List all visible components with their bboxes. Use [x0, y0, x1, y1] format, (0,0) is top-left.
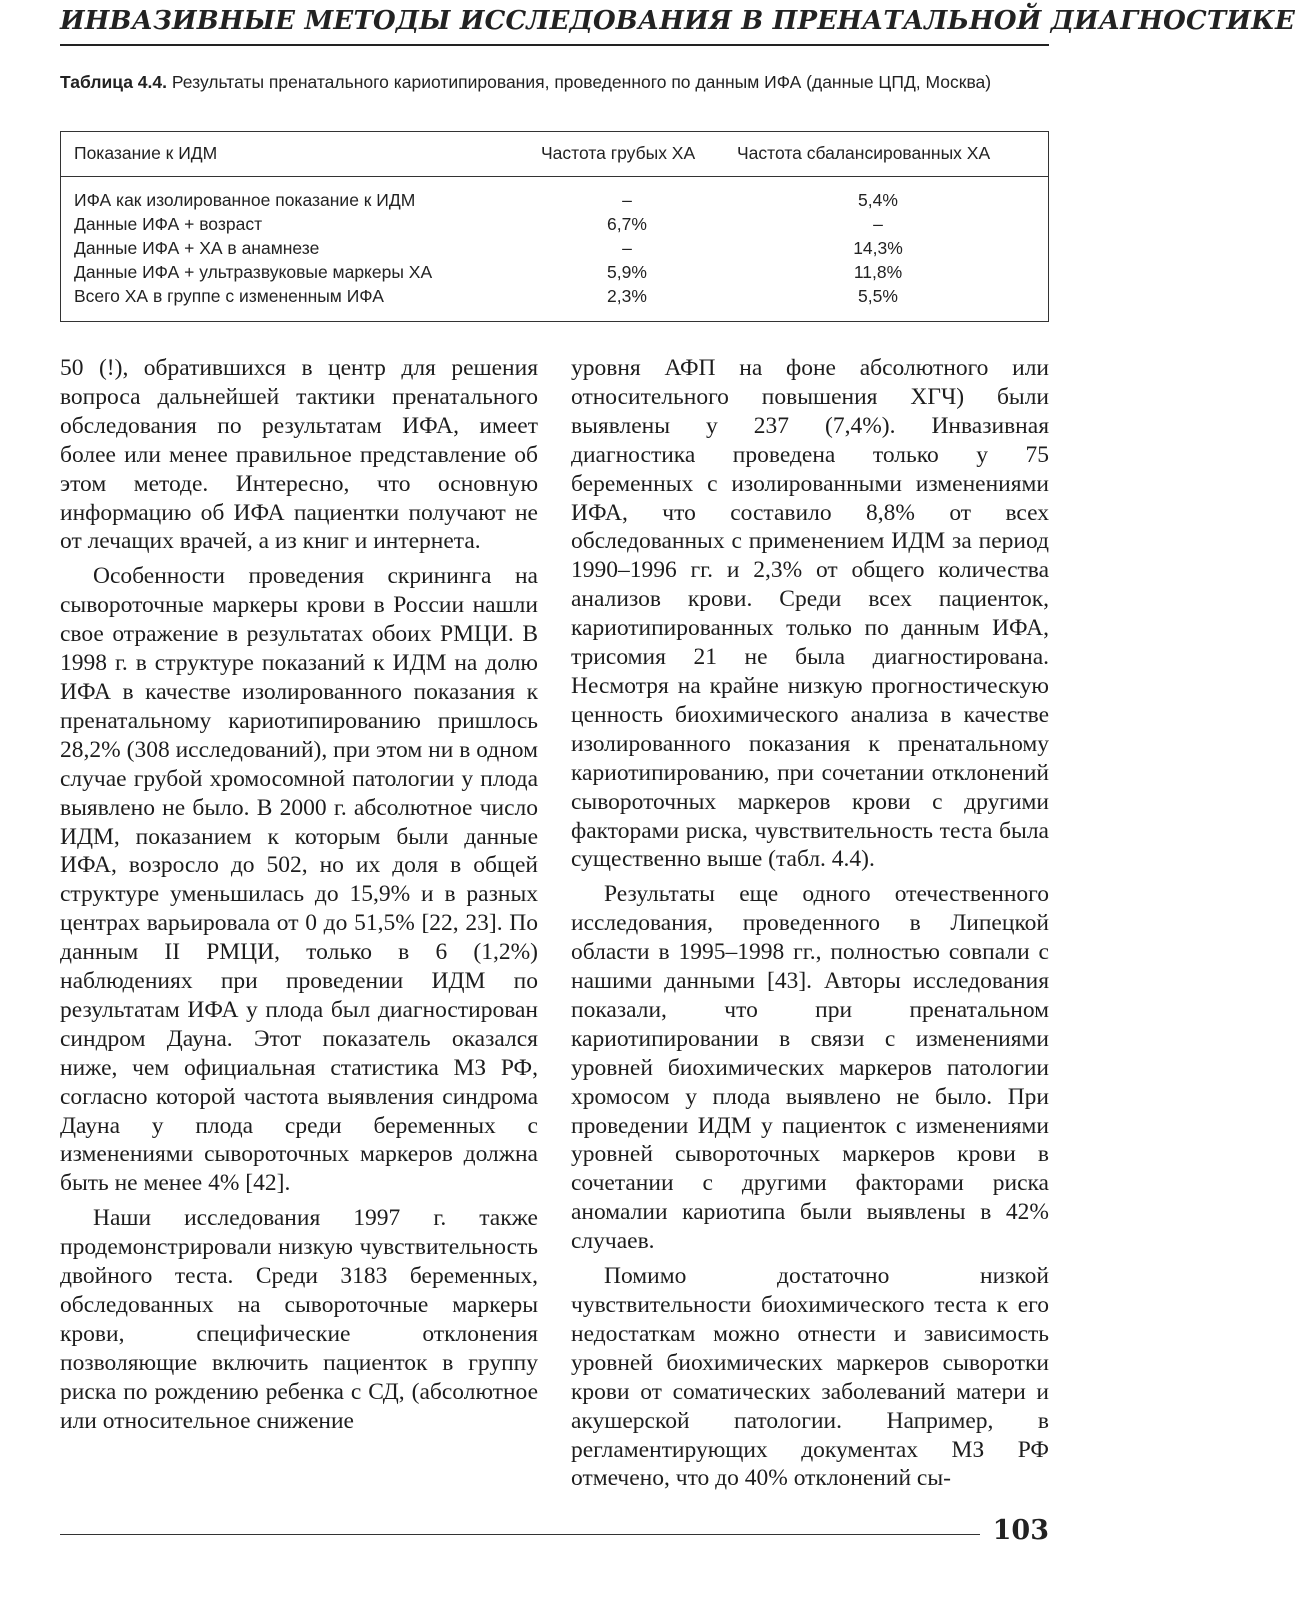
paragraph: Наши исследования 1997 г. также продемонстрировали низкую чувствительность двойного теста. Среди 3183 беременных, обследованных на сывороточные маркеры крови, специфические отклонения позволяющие включить пациенток в группу риска по рождению ребенка с СД, (абсолютное или относительное снижение: [60, 1205, 538, 1434]
table-row-3-gross: –: [622, 238, 632, 258]
paragraph: уровня АФП на фоне абсолютного или относительного повышения ХГЧ) были выявлены у 237 (7,4%). Инвазивная диагностика проведена только у 75 беременных с изолированными изменениями ИФА, что составило 8,8% от всех обследованных с применением ИДМ за период 1990–1996 гг. и 2,3% от общего количества анализов крови. Среди всех пациенток, кариотипированных только по данным ИФА, трисомия 21 не была диагностирована. Несмотря на крайне низкую прогностическую ценность биохимического анализа в качестве изолированного показания к пренатальному кариотипированию, при сочетании отклонений сывороточных маркеров крови с другими факторами риска, чувствительность теста была существенно выше (табл. 4.4).: [571, 355, 1049, 873]
header-rule: [60, 44, 1049, 46]
paragraph: Результаты еще одного отечественного исследования, проведенного в Липецкой области в 1995–1998 гг., полностью совпали с нашими данными [43]. Авторы исследования показали, что при пренатальном кариотипировании в связи с изменениями уровней биохимических маркеров патологии хромосом у плода выявлено не было. При проведении ИДМ у пациенток с изменениями уровней сывороточных маркеров крови в сочетании с другими факторами риска аномалии кариотипа были выявлены в 42% случаев.: [571, 881, 1049, 1255]
table-header-indication: Показание к ИДМ: [74, 143, 218, 163]
table-row-4-balanced: 11,8%: [853, 262, 903, 282]
table-row-3-balanced: 14,3%: [853, 238, 903, 258]
table-header-balanced: Частота сбалансированных ХА: [737, 143, 991, 163]
table-header-gross: Частота грубых ХА: [541, 143, 696, 163]
table-row-5-balanced: 5,5%: [858, 286, 898, 306]
running-head: ИНВАЗИВНЫЕ МЕТОДЫ ИССЛЕДОВАНИЯ В ПРЕНАТАЛЬНОЙ ДИАГНОСТИКЕ: [60, 6, 1295, 36]
table-caption-text: Результаты пренатального кариотипирования, проведенного по данным ИФА (данные ЦПД, Москва): [167, 72, 992, 92]
left-text-column: [60, 354, 538, 1436]
table-row-2-balanced: –: [873, 214, 883, 234]
results-table: [60, 131, 1049, 322]
table-row-2-gross: 6,7%: [607, 214, 647, 234]
paragraph: Особенности проведения скрининга на сывороточные маркеры крови в России нашли свое отражение в результатах обоих РМЦИ. В 1998 г. в структуре показаний к ИДМ на долю ИФА в качестве изолированного показания к пренатальному кариотипированию пришлось 28,2% (308 исследований), при этом ни в одном случае грубой хромосомной патологии у плода выявлено не было. В 2000 г. абсолютное число ИДМ, показанием к которым были данные ИФА, возросло до 502, но их доля в общей структуре уменьшилась до 15,9% и в разных центрах варьировала от 0 до 51,5% [22, 23]. По данным II РМЦИ, только в 6 (1,2%) наблюдениях при проведении ИДМ по результатам ИФА у плода был диагностирован синдром Дауна. Этот показатель оказался ниже, чем официальная статистика МЗ РФ, согласно которой частота выявления синдрома Дауна у плода среди беременных с изменениями сывороточных маркеров должна быть не менее 4% [42].: [60, 563, 538, 1197]
paragraph: Помимо достаточно низкой чувствительности биохимического теста к его недостаткам можно отнести и зависимость уровней биохимических маркеров сыворотки крови от соматических заболеваний матери и акушерской патологии. Например, в регламентирующих документах МЗ РФ отмечено, что до 40% отклонений сы-: [571, 1263, 1049, 1492]
table-row-4-gross: 5,9%: [607, 262, 647, 282]
right-text-column: [571, 354, 1049, 1493]
table-header-divider: [61, 176, 1048, 177]
table-row-1-indication: ИФА как изолированное показание к ИДМ: [74, 190, 416, 210]
paragraph: 50 (!), обратившихся в центр для решения вопроса дальнейшей тактики пренатального обследования по результатам ИФА, имеет более или менее правильное представление об этом методе. Интересно, что основную информацию об ИФА пациентки получают не от лечащих врачей, а из книг и интернета.: [60, 355, 538, 555]
table-caption: [60, 70, 1055, 94]
table-row-3-indication: Данные ИФА + ХА в анамнезе: [74, 238, 320, 258]
footer-rule: [60, 1534, 980, 1535]
table-row-2-indication: Данные ИФА + возраст: [74, 214, 263, 234]
table-row-5-gross: 2,3%: [607, 286, 647, 306]
page-number: 103: [992, 1515, 1049, 1546]
table-row-4-indication: Данные ИФА + ультразвуковые маркеры ХА: [74, 262, 433, 282]
table-row-1-gross: –: [622, 190, 632, 210]
table-row-1-balanced: 5,4%: [858, 190, 898, 210]
table-row-5-indication: Всего ХА в группе с измененным ИФА: [74, 286, 384, 306]
table-caption-label: Таблица 4.4.: [60, 72, 167, 92]
